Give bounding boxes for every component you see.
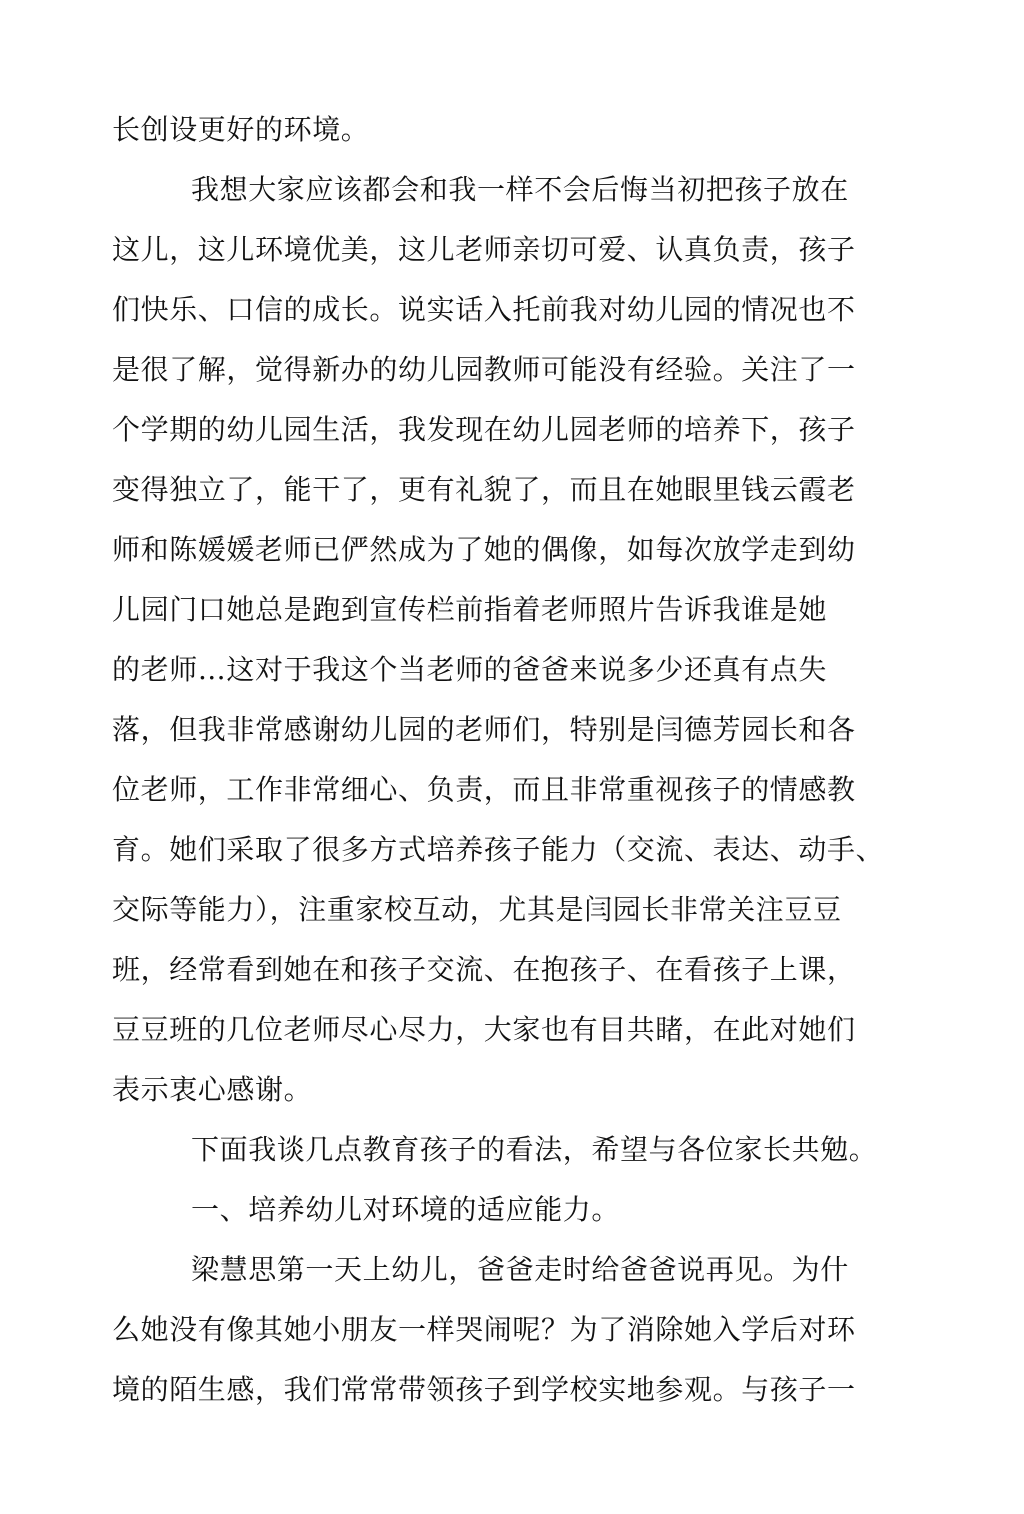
text-line: 么她没有像其她小朋友一样哭闹呢？为了消除她入学后对环 bbox=[112, 1313, 856, 1346]
text-line: 儿园门口她总是跑到宣传栏前指着老师照片告诉我谁是她 bbox=[112, 593, 828, 626]
text-line: 变得独立了，能干了，更有礼貌了，而且在她眼里钱云霞老 bbox=[112, 473, 856, 506]
text-line: 师和陈媛媛老师已俨然成为了她的偶像，如每次放学走到幼 bbox=[112, 533, 856, 566]
text-line: 育。她们采取了很多方式培养孩子能力（交流、表达、动手、 bbox=[112, 833, 885, 866]
text-line: 交际等能力），注重家校互动，尤其是闫园长非常关注豆豆 bbox=[112, 893, 842, 926]
text-line: 表示衷心感谢。 bbox=[112, 1073, 313, 1106]
text-line: 的老师…这对于我这个当老师的爸爸来说多少还真有点失 bbox=[112, 653, 828, 686]
text-line: 们快乐、口信的成长。说实话入托前我对幼儿园的情况也不 bbox=[112, 293, 856, 326]
text-line: 个学期的幼儿园生活，我发现在幼儿园老师的培养下，孩子 bbox=[112, 413, 856, 446]
text-line: 是很了解，觉得新办的幼儿园教师可能没有经验。关注了一 bbox=[112, 353, 856, 386]
paragraph-start-line: 下面我谈几点教育孩子的看法，希望与各位家长共勉。 bbox=[191, 1133, 878, 1166]
text-line: 落，但我非常感谢幼儿园的老师们，特别是闫德芳园长和各 bbox=[112, 713, 856, 746]
text-line: 境的陌生感，我们常常带领孩子到学校实地参观。与孩子一 bbox=[112, 1373, 856, 1406]
section-heading: 一、培养幼儿对环境的适应能力。 bbox=[191, 1193, 621, 1226]
text-line: 长创设更好的环境。 bbox=[112, 113, 370, 146]
paragraph-start-line: 我想大家应该都会和我一样不会后悔当初把孩子放在 bbox=[191, 173, 849, 206]
text-line: 豆豆班的几位老师尽心尽力，大家也有目共睹，在此对她们 bbox=[112, 1013, 856, 1046]
text-line: 位老师，工作非常细心、负责，而且非常重视孩子的情感教 bbox=[112, 773, 856, 806]
text-line: 这儿，这儿环境优美，这儿老师亲切可爱、认真负责，孩子 bbox=[112, 233, 856, 266]
text-line: 班，经常看到她在和孩子交流、在抱孩子、在看孩子上课， bbox=[112, 953, 856, 986]
paragraph-start-line: 梁慧思第一天上幼儿，爸爸走时给爸爸说再见。为什 bbox=[191, 1253, 849, 1286]
